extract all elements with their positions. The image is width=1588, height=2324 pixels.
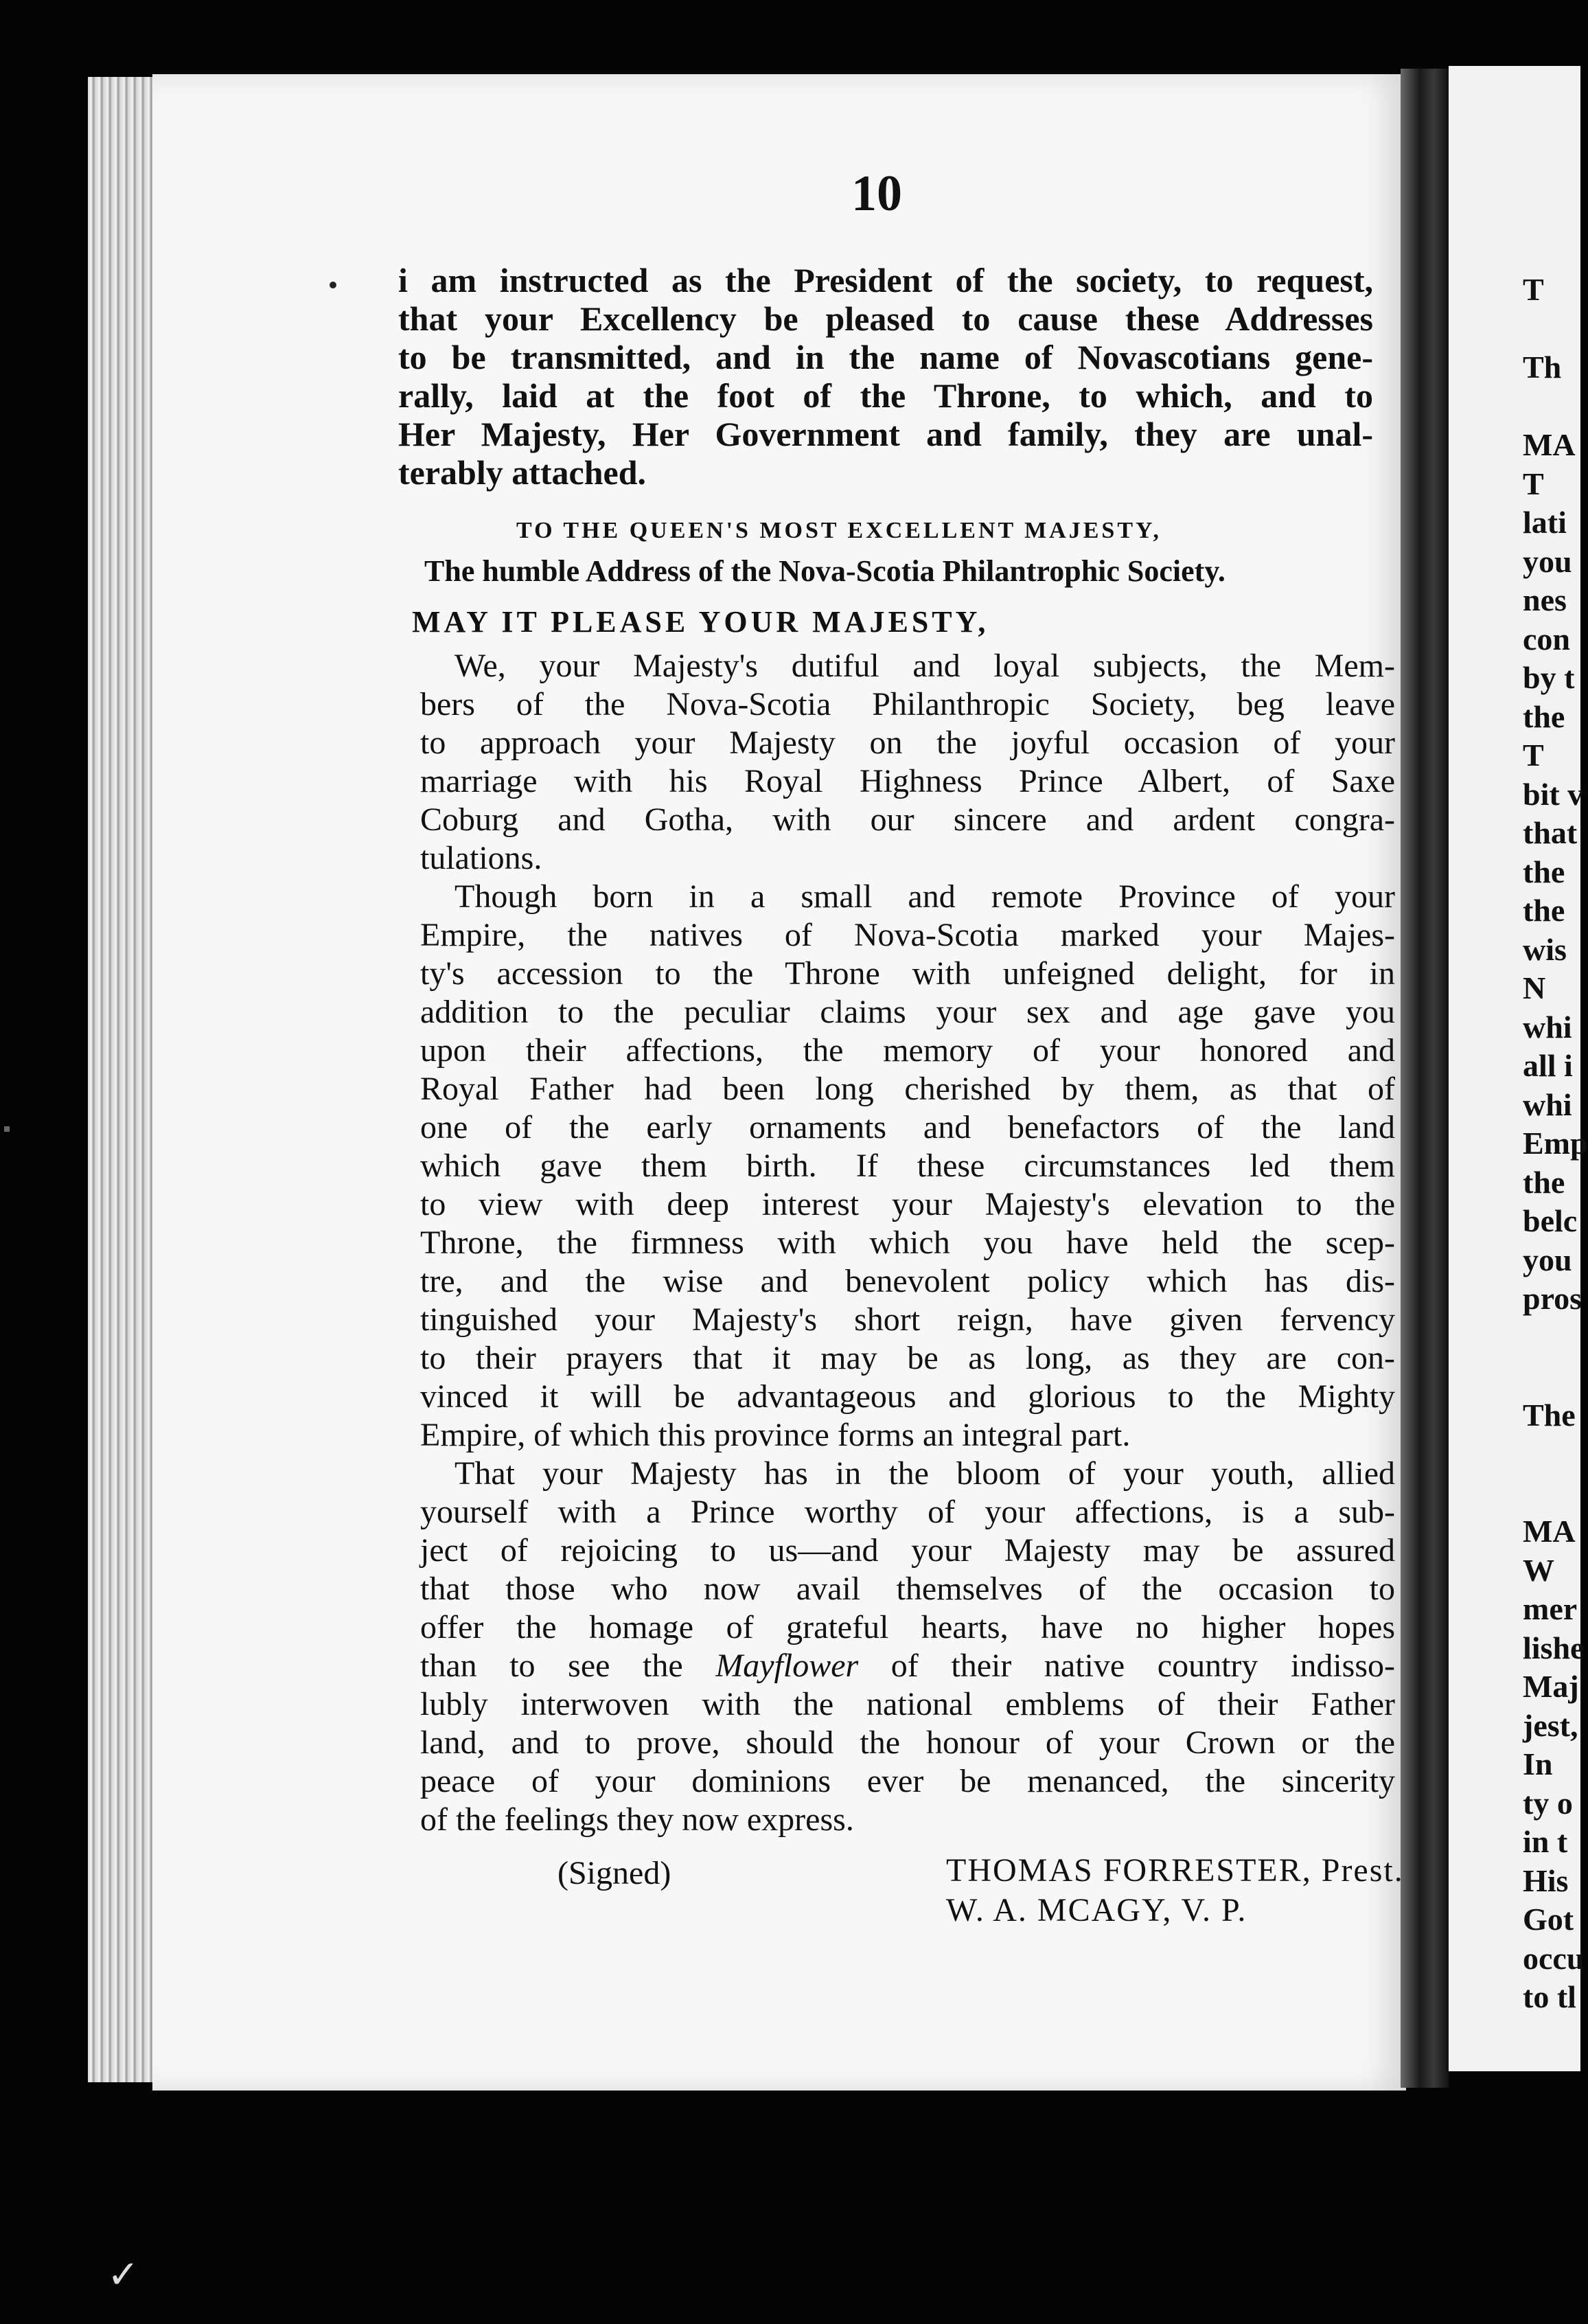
facing-page-line: all i (1523, 1048, 1573, 1083)
facing-page-line: W (1523, 1552, 1554, 1588)
facing-page-line (1523, 1435, 1588, 1474)
signatory-vice-president: W. A. MCAGY, V. P. (946, 1892, 1247, 1928)
body-line: vinced it will be advantageous and glorious to the Mighty (420, 1378, 1395, 1415)
facing-page-line: pros (1523, 1281, 1583, 1316)
facing-page-line: mer (1523, 1591, 1578, 1626)
signed-label: (Signed) (557, 1855, 671, 1891)
body-line: We, your Majesty's dutiful and loyal subjects, the Mem- (454, 648, 1395, 684)
body-line: bers of the Nova-Scotia Philanthropic Society, beg leave (420, 686, 1395, 722)
body-line: marriage with his Royal Highness Prince Albert, of Saxe (420, 763, 1395, 799)
body-line: that those who now avail themselves of the occasion to (420, 1571, 1395, 1607)
facing-page-line: MA (1523, 427, 1576, 462)
facing-page-line: belc (1523, 1203, 1578, 1238)
body-line: tinguished your Majesty's short reign, have given fervency (420, 1301, 1395, 1338)
body-line: ty's accession to the Throne with unfeigned delight, for in (420, 955, 1395, 992)
page-stack-edge (88, 77, 157, 2082)
address-body (420, 647, 1395, 1839)
facing-page-line: nes (1523, 582, 1567, 617)
body-line: Empire, the natives of Nova-Scotia marked your Majes- (420, 917, 1395, 953)
facing-page-line: ty o (1523, 1785, 1573, 1821)
margin-dot (330, 282, 336, 288)
body-line: to their prayers that it may be as long, as they are con- (420, 1340, 1395, 1376)
facing-page-line (1523, 310, 1588, 349)
body-line: offer the homage of grateful hearts, have no higher hopes (420, 1609, 1395, 1645)
signatory-president: THOMAS FORRESTER, Prest. (946, 1852, 1404, 1889)
facing-page-line: Emp (1523, 1126, 1588, 1161)
body-line: That your Majesty has in the bloom of your youth, allied (454, 1455, 1395, 1492)
facing-page-line: con (1523, 621, 1570, 657)
facing-page-line: occu (1523, 1940, 1585, 1976)
body-line: upon their affections, the memory of your honored and (420, 1032, 1395, 1069)
facing-page-line: Th (1523, 350, 1562, 385)
body-line: Coburg and Gotha, with our sincere and ardent congra- (420, 801, 1395, 838)
facing-page-line: to tl (1523, 1979, 1576, 2014)
body-line: Royal Father had been long cherished by them, as that of (420, 1071, 1395, 1107)
facing-page-line (1523, 1474, 1588, 1513)
body-line: tre, and the wise and benevolent policy which has dis- (420, 1263, 1395, 1299)
body-line: land, and to prove, should the honour of your Crown or the (420, 1724, 1395, 1761)
facing-page-line: whi (1523, 1086, 1572, 1122)
body-line: peace of your dominions ever be menanced, the sincerity (420, 1763, 1395, 1799)
facing-page-line: Maj (1523, 1669, 1579, 1704)
body-line: of the feelings they now express. (420, 1801, 854, 1838)
body-line: lubly interwoven with the national emblems of their Father (420, 1686, 1395, 1722)
facing-page-line: T (1523, 738, 1544, 773)
facing-page-text (1523, 271, 1588, 2017)
facing-page-line: lati (1523, 505, 1567, 540)
body-line: Empire, of which this province forms an integral part. (420, 1417, 1131, 1453)
facing-page-line: bit v (1523, 776, 1584, 812)
body-line: tulations. (420, 840, 542, 876)
facing-page-line: T (1523, 272, 1544, 307)
salutation: MAY IT PLEASE YOUR MAJESTY, (412, 605, 989, 639)
facing-page-line: the (1523, 893, 1565, 928)
facing-page-line: N (1523, 970, 1546, 1005)
address-subtitle: The humble Address of the Nova-Scotia Philantrophic Society. (424, 554, 1225, 588)
facing-page-line: jest, (1523, 1707, 1578, 1743)
facing-page-line: The (1523, 1397, 1576, 1433)
intro-paragraph (398, 261, 1373, 492)
facing-page (1449, 66, 1588, 2071)
body-line: Throne, the firmness with which you have held the scep- (420, 1224, 1395, 1261)
facing-page-line: the (1523, 854, 1565, 889)
intro-line: i am instructed as the President of the society, to request, (398, 261, 1373, 299)
facing-page-line: that (1523, 815, 1578, 850)
body-line: one of the early ornaments and benefactors of the land (420, 1109, 1395, 1146)
facing-page-line (1523, 387, 1588, 426)
intro-line: rally, laid at the foot of the Throne, to which, and to (398, 376, 1373, 415)
italic-word: Mayflower (715, 1648, 859, 1684)
body-line: which gave them birth. If these circumstances led them (420, 1148, 1395, 1184)
facing-page-line: In (1523, 1746, 1553, 1781)
body-line: Though born in a small and remote Province of your (454, 878, 1395, 915)
facing-page-line: lishe (1523, 1630, 1585, 1665)
address-heading: TO THE QUEEN'S MOST EXCELLENT MAJESTY, (516, 518, 1162, 543)
facing-page-line (1523, 1319, 1588, 1358)
page-number: 10 (851, 166, 902, 222)
facing-page-line: His (1523, 1862, 1569, 1898)
body-line: yourself with a Prince worthy of your affections, is a sub- (420, 1494, 1395, 1530)
facing-page-line (1523, 1357, 1588, 1396)
corner-check-mark-icon: ✓ (107, 2253, 139, 2297)
scan-speck (4, 1126, 10, 1132)
facing-page-line: the (1523, 698, 1565, 734)
facing-page-line: T (1523, 466, 1544, 501)
intro-line: terably attached. (398, 453, 647, 492)
facing-page-line: the (1523, 1164, 1565, 1200)
facing-page-line: in t (1523, 1824, 1568, 1859)
intro-line: to be transmitted, and in the name of Novascotians gene- (398, 338, 1373, 376)
facing-page-line: whi (1523, 1009, 1572, 1045)
facing-page-line: by t (1523, 660, 1575, 695)
body-line: addition to the peculiar claims your sex and age gave you (420, 994, 1395, 1030)
facing-page-line: MA (1523, 1514, 1576, 1549)
body-line: ject of rejoicing to us—and your Majesty may be assured (420, 1532, 1395, 1569)
book-spine-gutter (1401, 69, 1449, 2088)
body-line: to view with deep interest your Majesty's elevation to the (420, 1186, 1395, 1222)
facing-page-line: you (1523, 543, 1572, 579)
facing-page-line: you (1523, 1242, 1572, 1277)
intro-line: that your Excellency be pleased to cause these Addresses (398, 299, 1373, 338)
facing-page-line: wis (1523, 931, 1567, 967)
facing-page-line: Got (1523, 1902, 1574, 1937)
intro-line: Her Majesty, Her Government and family, they are unal- (398, 415, 1373, 453)
body-line: than to see the Mayflower of their native country indisso- (420, 1648, 1396, 1684)
body-line: to approach your Majesty on the joyful occasion of your (420, 725, 1395, 761)
